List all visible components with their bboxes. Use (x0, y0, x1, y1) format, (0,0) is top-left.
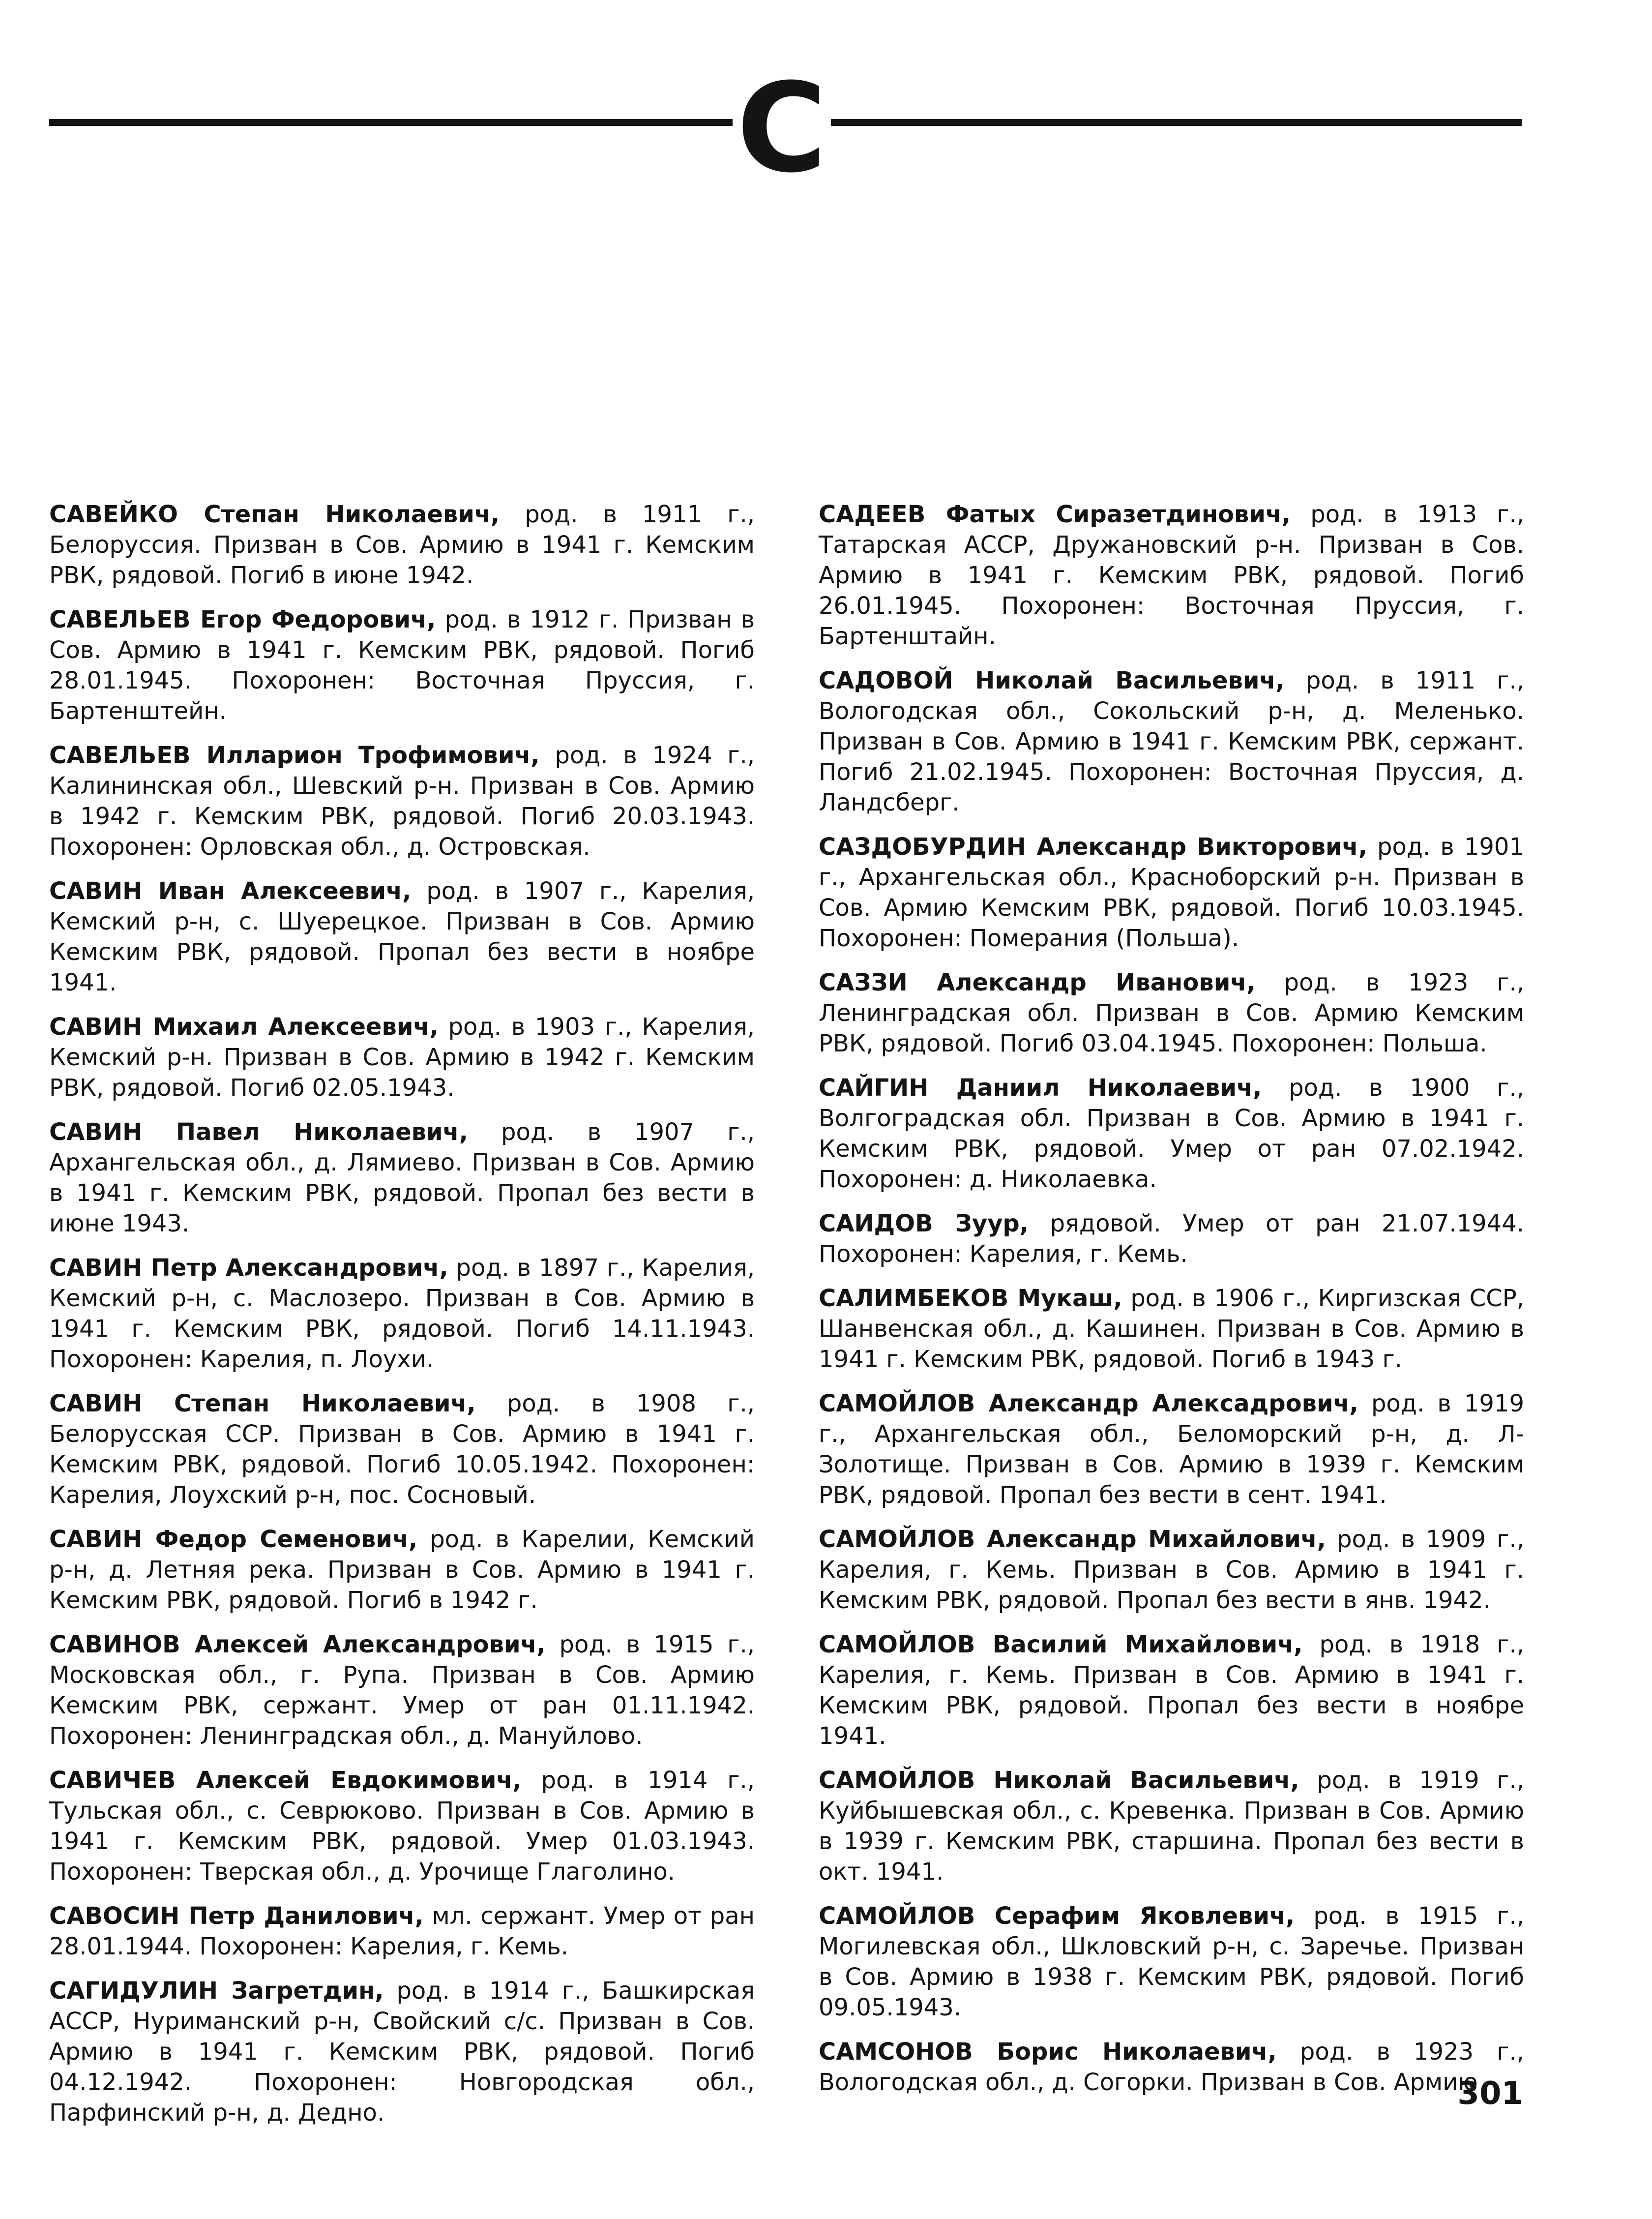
right-column (819, 499, 1524, 2111)
entry (49, 740, 755, 862)
entry (819, 1629, 1524, 1751)
entry-name: САМОЙЛОВ Серафим Яковлевич, (819, 1902, 1295, 1930)
entry-name: САМСОНОВ Борис Николаевич, (819, 2038, 1277, 2066)
entry-text: род. в 1897 г., Карелия, Кемский р-н, с. Маслозеро. Призван в Сов. Армию в 1941 г. Кемским РВК, рядовой. Погиб 14.11.1943. Похоронен: Карелия, п. Лоухи. (49, 1254, 755, 1373)
entry-text: род. в 1923 г., Вологодская обл., д. Согорки. Призван в Сов. Армию (819, 2038, 1524, 2096)
entry-name: САМОЙЛОВ Александр Михайлович, (819, 1526, 1326, 1553)
entry-text: род. в 1900 г., Волгоградская обл. Призван в Сов. Армию в 1941 г. Кемским РВК, рядовой. Умер от ран 07.02.1942. Похоронен: д. Николаевка. (819, 1074, 1524, 1193)
header-rule-left (49, 119, 733, 126)
entry (819, 1283, 1524, 1375)
entry-name: САЛИМБЕКОВ Мукаш, (819, 1285, 1122, 1312)
entry (49, 1901, 755, 1962)
entry (49, 876, 755, 998)
entry-text: мл. сержант. Умер от ран 28.01.1944. Похоронен: Карелия, г. Кемь. (49, 1902, 755, 1960)
entry-text: род. в 1908 г., Белорусская ССР. Призван в Сов. Армию в 1941 г. Кемским РВК, рядовой. Погиб 10.05.1942. Похоронен: Карелия, Лоухский р-н, пос. Сосновый. (49, 1390, 755, 1509)
entry-name: САГИДУЛИН Загретдин, (49, 1977, 384, 2005)
page-number: 301 (1457, 2075, 1523, 2112)
entry-name: САМОЙЛОВ Николай Васильевич, (819, 1767, 1299, 1794)
entry-text: рядовой. Умер от ран 21.07.1944. Похоронен: Карелия, г. Кемь. (819, 1210, 1524, 1268)
entry (819, 967, 1524, 1059)
entry-text: род. в 1919 г., Куйбышевская обл., с. Кревенка. Призван в Сов. Армию в 1939 г. Кемским РВК, старшина. Пропал без вести в окт. 1941. (819, 1767, 1524, 1886)
entry-text: род. в 1915 г., Московская обл., г. Рупа. Призван в Сов. Армию Кемским РВК, сержант. Умер от ран 01.11.1942. Похоронен: Ленинградская обл., д. Мануйлово. (49, 1631, 755, 1750)
entry-name: САВИН Иван Алексеевич, (49, 877, 412, 905)
entry-text: род. в 1912 г. Призван в Сов. Армию в 1941 г. Кемским РВК, рядовой. Погиб 28.01.1945. Похоронен: Восточная Пруссия, г. Бартенштейн. (49, 606, 755, 725)
entry-name: САВОСИН Петр Данилович, (49, 1902, 424, 1930)
entry-name: САВИН Павел Николаевич, (49, 1118, 468, 1146)
entry-text: род. в 1914 г., Башкирская АССР, Нуриманский р-н, Свойский с/с. Призван в Сов. Армию в 1941 г. Кемским РВК, рядовой. Погиб 04.12.1942. Похоронен: Новгородская обл., Парфинский р-н, д. Дедно. (49, 1977, 755, 2127)
entry-name: САДОВОЙ Николай Васильевич, (819, 667, 1285, 694)
section-header (49, 57, 1522, 200)
entry (819, 1388, 1524, 1510)
entry-text: род. в 1907 г., Карелия, Кемский р-н, с. Шуерецкое. Призван в Сов. Армию Кемским РВК, рядовой. Пропал без вести в ноябре 1941. (49, 877, 755, 996)
entry-name: САВИН Михаил Алексеевич, (49, 1013, 439, 1041)
entry (49, 1388, 755, 1510)
entry (49, 1117, 755, 1239)
entry (49, 1765, 755, 1887)
left-column (49, 499, 755, 2142)
entry-name: САВИН Федор Семенович, (49, 1526, 418, 1553)
entry (819, 1208, 1524, 1269)
entry-text: род. в Карелии, Кемский р-н, д. Летняя река. Призван в Сов. Армию в 1941 г. Кемским РВК, рядовой. Погиб в 1942 г. (49, 1526, 755, 1614)
entry (49, 1629, 755, 1751)
entry-name: САВЕЙКО Степан Николаевич, (49, 501, 500, 528)
entry-text: род. в 1923 г., Ленинградская обл. Призван в Сов. Армию Кемским РВК, рядовой. Погиб 03.04.1945. Похоронен: Польша. (819, 969, 1525, 1057)
entry-text: род. в 1914 г., Тульская обл., с. Севрюково. Призван в Сов. Армию в 1941 г. Кемским РВК, рядовой. Умер 01.03.1943. Похоронен: Тверская обл., д. Урочище Глаголино. (49, 1767, 755, 1886)
entry-text: род. в 1913 г., Татарская АССР, Дружановский р-н. Призван в Сов. Армию в 1941 г. Кемским РВК, рядовой. Погиб 26.01.1945. Похоронен: Восточная Пруссия, г. Бартенштайн. (819, 501, 1524, 650)
entry-name: САВИНОВ Алексей Александрович, (49, 1631, 546, 1658)
entry (49, 1976, 755, 2128)
entry-name: САИДОВ Зуур, (819, 1210, 1029, 1237)
entry-name: САЗДОБУРДИН Александр Викторович, (819, 833, 1367, 861)
entry-text: род. в 1909 г., Карелия, г. Кемь. Призван в Сов. Армию в 1941 г. Кемским РВК, рядовой. Пропал без вести в янв. 1942. (819, 1526, 1525, 1614)
entry (819, 832, 1524, 954)
entry-text: род. в 1918 г., Карелия, г. Кемь. Призван в Сов. Армию в 1941 г. Кемским РВК, рядовой. Пропал без вести в ноябре 1941. (819, 1631, 1524, 1750)
entry-text: род. в 1911 г., Белоруссия. Призван в Сов. Армию в 1941 г. Кемским РВК, рядовой. Погиб в июне 1942. (49, 501, 755, 589)
entry-text: род. в 1911 г., Вологодская обл., Сокольский р-н, д. Меленько. Призван в Сов. Армию в 1941 г. Кемским РВК, сержант. Погиб 21.02.1945. Похоронен: Восточная Пруссия, д. Ландсберг. (819, 667, 1524, 816)
entry-name: САДЕЕВ Фатых Сиразетдинович, (819, 501, 1291, 528)
entry (819, 1073, 1524, 1195)
entry (49, 1012, 755, 1103)
entry-name: САМОЙЛОВ Василий Михайлович, (819, 1631, 1303, 1658)
entry-text: род. в 1915 г., Могилевская обл., Шкловский р-н, с. Заречье. Призван в Сов. Армию в 1938 г. Кемским РВК, рядовой. Погиб 09.05.1943. (819, 1902, 1524, 2021)
entry-text: род. в 1903 г., Карелия, Кемский р-н. Призван в Сов. Армию в 1942 г. Кемским РВК, рядовой. Погиб 02.05.1943. (49, 1013, 755, 1102)
entry (819, 665, 1524, 818)
entry (49, 604, 755, 726)
entry-text: род. в 1907 г., Архангельская обл., д. Лямиево. Призван в Сов. Армию в 1941 г. Кемским РВК, рядовой. Пропал без вести в июне 1943. (49, 1118, 755, 1237)
entry-name: САЗЗИ Александр Иванович, (819, 969, 1256, 996)
entry-text: род. в 1901 г., Архангельская обл., Красноборский р-н. Призван в Сов. Армию Кемским РВК, рядовой. Погиб 10.03.1945. Похоронен: Померания (Польша). (819, 833, 1524, 952)
entry-name: САЙГИН Даниил Николаевич, (819, 1074, 1262, 1102)
header-rule-right (831, 119, 1522, 126)
section-letter: С (737, 57, 827, 200)
entry-name: САВИН Петр Александрович, (49, 1254, 448, 1282)
entry-name: САВИН Степан Николаевич, (49, 1390, 476, 1417)
entry (819, 1901, 1524, 2023)
entry (819, 499, 1524, 652)
entry (49, 499, 755, 591)
entry-name: САВИЧЕВ Алексей Евдокимович, (49, 1767, 522, 1794)
entry-name: САВЕЛЬЕВ Егор Федорович, (49, 606, 436, 633)
entry-text: род. в 1924 г., Калининская обл., Шевский р-н. Призван в Сов. Армию в 1942 г. Кемским РВК, рядовой. Погиб 20.03.1943. Похоронен: Орловская обл., д. Островская. (49, 742, 755, 861)
entry-text: род. в 1919 г., Архангельская обл., Беломорский р-н, д. Л-Золотище. Призван в Сов. Армию в 1939 г. Кемским РВК, рядовой. Пропал без вести в сент. 1941. (819, 1390, 1524, 1509)
entry (819, 2037, 1524, 2098)
entry (819, 1765, 1524, 1887)
entry-name: САМОЙЛОВ Александр Алексадрович, (819, 1390, 1358, 1417)
entry (819, 1524, 1524, 1616)
entry (49, 1524, 755, 1616)
entry-name: САВЕЛЬЕВ Илларион Трофимович, (49, 742, 540, 769)
entry (49, 1253, 755, 1375)
entry-text: род. в 1906 г., Киргизская ССР, Шанвенская обл., д. Кашинен. Призван в Сов. Армию в 1941 г. Кемским РВК, рядовой. Погиб в 1943 г. (819, 1285, 1524, 1373)
